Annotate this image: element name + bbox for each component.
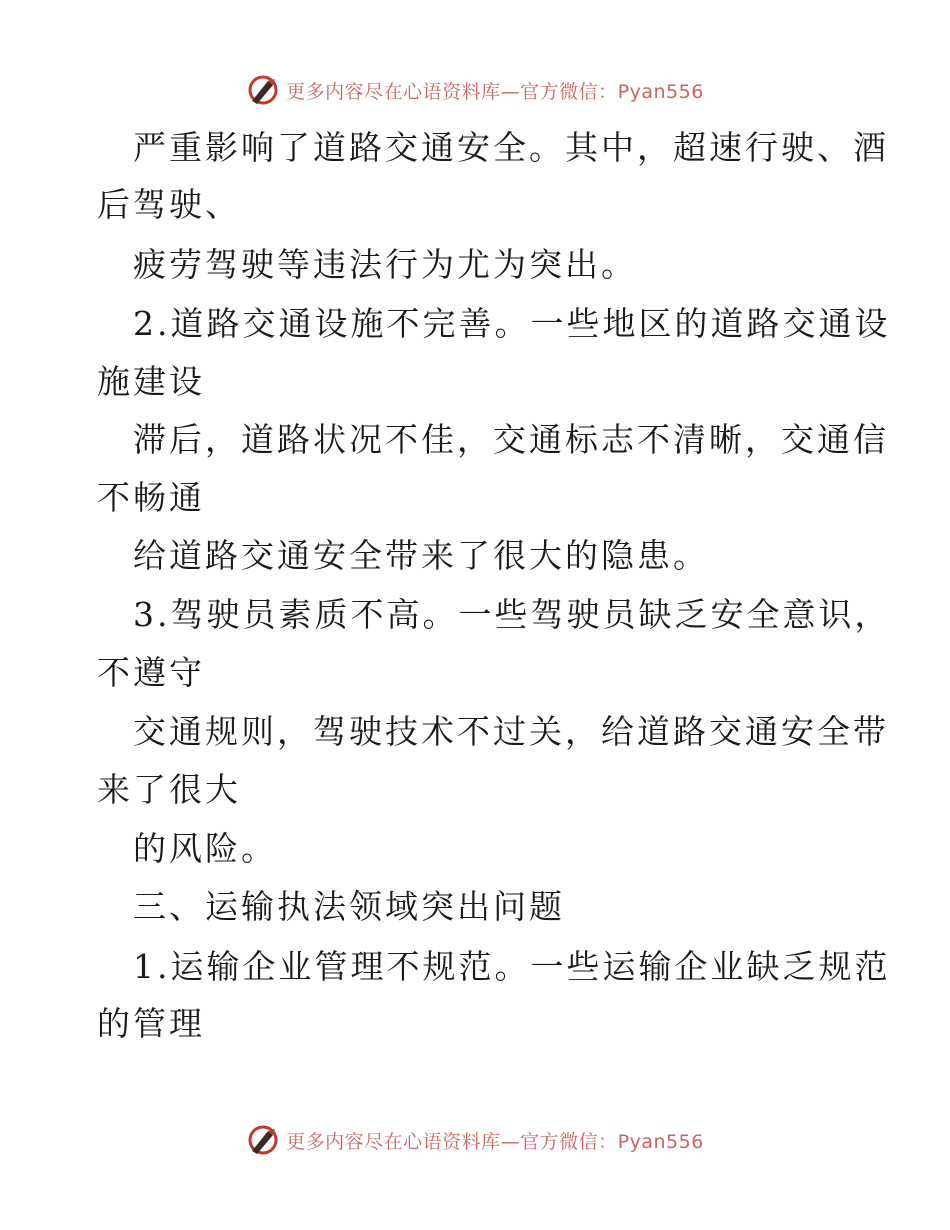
- paragraph-line: 给道路交通安全带来了很大的隐患。: [133, 536, 709, 575]
- paragraph-line: 3.驾驶员素质不高。一些驾驶员缺乏安全意识，: [133, 595, 891, 634]
- paragraph-line: 1.运输企业管理不规范。一些运输企业缺乏规范: [133, 947, 891, 986]
- paragraph-line: 不畅通: [97, 478, 205, 517]
- paragraph-line: 的风险。: [133, 829, 277, 868]
- paragraph-line: 2.道路交通设施不完善。一些地区的道路交通设: [133, 304, 891, 343]
- paragraph-line: 交通规则，驾驶技术不过关，给道路交通安全带: [133, 712, 889, 751]
- paragraph-line: 不遵守: [97, 653, 205, 692]
- paragraph-line: 施建设: [97, 362, 205, 401]
- footer-text: 更多内容尽在心语资料库—官方微信：Pyan556: [286, 1130, 704, 1153]
- page-footer-banner: [0, 1120, 950, 1160]
- paragraph-line: 来了很大: [97, 770, 241, 809]
- paragraph-line: 滞后，道路状况不佳，交通标志不清晰，交通信: [133, 420, 889, 459]
- page-header-banner: [0, 70, 950, 110]
- section-heading: 三、运输执法领域突出问题: [133, 887, 565, 926]
- header-text: 更多内容尽在心语资料库—官方微信：Pyan556: [286, 80, 704, 103]
- pen-logo-icon: [246, 1123, 280, 1157]
- paragraph-line: 的管理: [97, 1004, 205, 1043]
- paragraph-line: 后驾驶、: [97, 185, 241, 224]
- paragraph-line: 疲劳驾驶等违法行为尤为突出。: [133, 245, 637, 284]
- pen-logo-icon: [246, 73, 280, 107]
- paragraph-line: 严重影响了道路交通安全。其中，超速行驶、酒: [133, 128, 889, 167]
